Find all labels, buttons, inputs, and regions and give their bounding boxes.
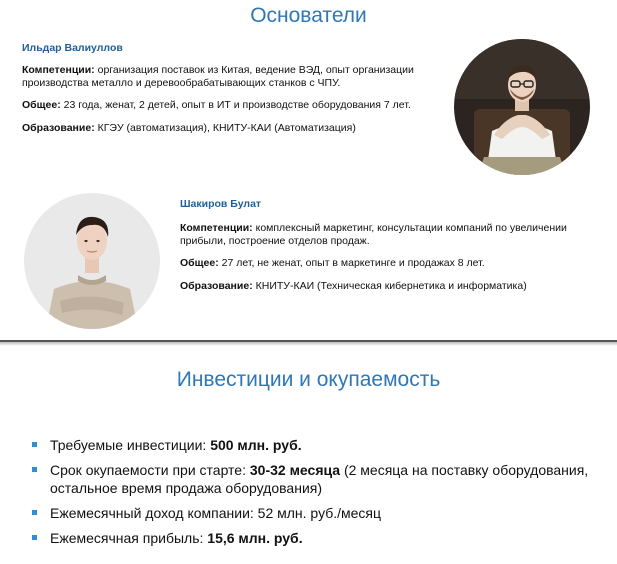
list-item [30,436,590,454]
founders-title: Основатели [250,4,367,27]
general-label: Общее: [180,257,219,269]
competencies-label: Компетенции: [180,222,253,234]
bullet-icon [32,510,37,515]
founder-1-competencies [22,64,452,90]
founder-1-education [22,122,452,135]
founder-1-portrait-icon [454,39,590,175]
list-item [30,504,590,522]
item-value: 15,6 млн. руб. [207,530,303,546]
bullet-icon [32,467,37,472]
investment-list [30,436,590,554]
item-label: Ежемесячная прибыль: [50,530,208,546]
slide-divider-shadow [0,342,617,346]
item-value: 500 млн. руб. [210,437,302,453]
education-label: Образование: [180,280,253,292]
item-label: Ежемесячный доход компании: 52 млн. руб./месяц [50,505,382,521]
founder-2-portrait-icon [24,193,160,329]
founder-2-name: Шакиров Булат [180,198,262,210]
bullet-icon [32,535,37,540]
founder-2-education [180,280,600,293]
item-value: 30-32 месяца [249,462,341,478]
education-text: КНИТУ-КАИ (Техническая кибернетика и информатика) [252,280,527,292]
founder-2-photo [24,193,160,329]
item-label: Срок окупаемости при старте: [50,462,250,478]
founder-1-photo [454,39,590,175]
bullet-icon [32,442,37,447]
education-text: КГЭУ (автоматизация), КНИТУ-КАИ (Автоматизация) [94,122,356,134]
item-label: Требуемые инвестиции: [50,437,211,453]
founder-1-name: Ильдар Валиуллов [22,42,123,54]
founder-2-general [180,257,600,270]
investment-title: Инвестиции и окупаемость [176,368,441,391]
general-label: Общее: [22,99,61,111]
item-tail: (2 месяца на поставку оборудования, остальное время продажа оборудования) [50,462,589,496]
general-text: 27 лет, не женат, опыт в маркетинге и продажах 8 лет. [218,257,485,269]
competencies-text: организация поставок из Китая, ведение ВЭД, опыт организации производства металло и деревообрабатывающих станков с ЧПУ. [22,64,414,89]
education-label: Образование: [22,122,95,134]
general-text: 23 года, женат, 2 детей, опыт в ИТ и производстве оборудования 7 лет. [60,99,411,111]
list-item [30,461,590,497]
founder-1-general [22,99,452,112]
competencies-text: комплексный маркетинг, консультации компаний по увеличении прибыли, построение отделов продаж. [180,222,567,247]
competencies-label: Компетенции: [22,64,95,76]
list-item [30,529,590,547]
founder-2-competencies [180,222,600,248]
